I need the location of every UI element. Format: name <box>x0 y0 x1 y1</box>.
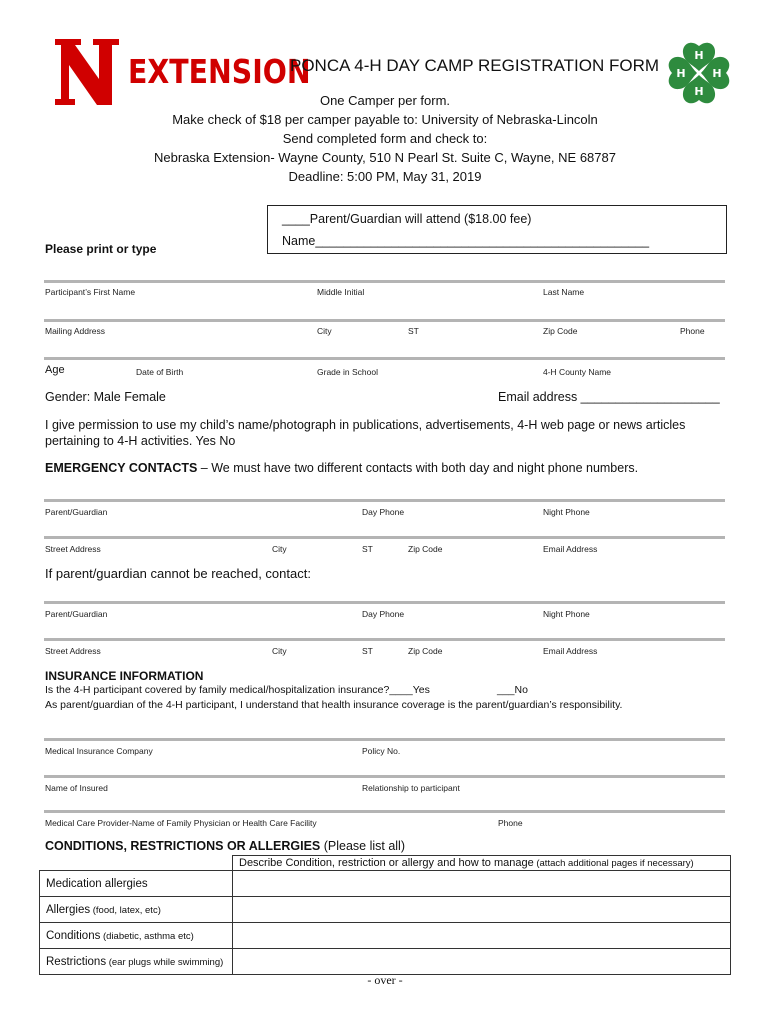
name-of-insured-label: Name of Insured <box>45 783 108 793</box>
mailing-address-label: Mailing Address <box>45 326 106 336</box>
first-name-label: Participant’s First Name <box>45 287 136 297</box>
describe-header <box>233 856 731 871</box>
condition-note: (ear plugs while swimming) <box>106 956 224 968</box>
field-line[interactable] <box>44 499 725 502</box>
field-line[interactable] <box>44 280 725 283</box>
provider-phone-label: Phone <box>498 818 523 828</box>
conditions-heading-bold: CONDITIONS, RESTRICTIONS OR ALLERGIES <box>45 839 321 853</box>
condition-note: (food, latex, etc) <box>90 904 161 916</box>
condition-label-text: Restrictions <box>46 955 107 968</box>
insurance-company-label: Medical Insurance Company <box>45 746 153 756</box>
medical-provider-label: Medical Care Provider-Name of Family Physician or Health Care Facility <box>45 818 317 828</box>
describe-header-note: (attach additional pages if necessary) <box>533 858 694 869</box>
zip-label: Zip Code <box>543 326 578 336</box>
city-label: City <box>272 544 287 554</box>
conditions-table <box>39 855 731 975</box>
field-line[interactable] <box>44 638 725 641</box>
age-label: Age <box>45 364 65 376</box>
street-address-label: Street Address <box>45 544 101 554</box>
instruction-line: Send completed form and check to: <box>282 131 488 146</box>
parent-guardian-label: Parent/Guardian <box>45 609 108 619</box>
print-note: Please print or type <box>45 242 157 256</box>
field-line[interactable] <box>44 319 725 322</box>
parent-attend-field[interactable]: ____Parent/Guardian will attend ($18.00 fee) <box>282 212 532 226</box>
state-label: ST <box>408 326 419 336</box>
middle-initial-label: Middle Initial <box>317 287 365 297</box>
zip-label: Zip Code <box>408 544 443 554</box>
state-label: ST <box>362 544 373 554</box>
email-address-label: Email Address <box>543 646 598 656</box>
dob-label: Date of Birth <box>136 367 184 377</box>
gender-field[interactable]: Gender: Male Female <box>45 390 166 404</box>
last-name-label: Last Name <box>543 287 585 297</box>
field-line[interactable] <box>44 601 725 604</box>
svg-text:H: H <box>694 49 704 62</box>
parent-name-field[interactable]: Name________________________________________________ <box>282 234 650 248</box>
state-label: ST <box>362 646 373 656</box>
instruction-line: Deadline: 5:00 PM, May 31, 2019 <box>288 169 482 184</box>
instruction-line: Nebraska Extension- Wayne County, 510 N Pearl St. Suite C, Wayne, NE 68787 <box>154 150 616 165</box>
svg-text:H: H <box>676 67 686 80</box>
form-title: PONCA 4-H DAY CAMP REGISTRATION FORM <box>290 56 660 75</box>
field-line[interactable] <box>44 738 725 741</box>
page-footer: - over - <box>367 973 403 987</box>
parent-guardian-label: Parent/Guardian <box>45 507 108 517</box>
night-phone-label: Night Phone <box>543 609 590 619</box>
condition-label-text: Allergies <box>46 903 91 916</box>
condition-note: (diabetic, asthma etc) <box>100 930 194 942</box>
email-address-label: Email Address <box>543 544 598 554</box>
condition-label-text: Medication allergies <box>46 877 148 890</box>
relationship-label: Relationship to participant <box>362 783 460 793</box>
alt-contact-heading: If parent/guardian cannot be reached, contact: <box>45 566 311 581</box>
day-phone-label: Day Phone <box>362 609 405 619</box>
condition-label <box>40 949 233 975</box>
conditions-heading-rest: (Please list all) <box>320 839 405 853</box>
field-line[interactable] <box>44 357 725 360</box>
street-address-label: Street Address <box>45 646 101 656</box>
emergency-heading <box>45 461 638 475</box>
insurance-heading: INSURANCE INFORMATION <box>45 669 204 683</box>
condition-input[interactable] <box>233 949 731 975</box>
condition-input[interactable] <box>233 897 731 923</box>
extension-logo-text: EXTENSION <box>128 52 311 91</box>
permission-text: I give permission to use my child’s name/photograph in publications, advertisements, 4-H web page or news articles <box>45 418 686 432</box>
emergency-heading-rest: – We must have two different contacts with both day and night phone numbers. <box>197 461 639 475</box>
svg-text:H: H <box>712 67 722 80</box>
email-field[interactable]: Email address ____________________ <box>498 390 720 404</box>
insurance-no-field[interactable]: ___No <box>497 684 528 696</box>
emergency-heading-bold: EMERGENCY CONTACTS <box>45 461 198 475</box>
zip-label: Zip Code <box>408 646 443 656</box>
grade-label: Grade in School <box>317 367 378 377</box>
field-line[interactable] <box>44 775 725 778</box>
phone-label: Phone <box>680 326 705 336</box>
permission-text[interactable]: pertaining to 4-H activities. Yes No <box>45 434 236 448</box>
policy-number-label: Policy No. <box>362 746 401 756</box>
city-label: City <box>272 646 287 656</box>
conditions-heading <box>45 839 405 853</box>
instruction-line: Make check of $18 per camper payable to: University of Nebraska-Lincoln <box>172 112 598 127</box>
day-phone-label: Day Phone <box>362 507 405 517</box>
night-phone-label: Night Phone <box>543 507 590 517</box>
condition-label-text: Conditions <box>46 929 101 942</box>
insurance-statement: As parent/guardian of the 4-H participant, I understand that health insurance coverage is the parent/guardian’s responsibility. <box>45 699 623 711</box>
table-corner <box>40 856 233 871</box>
condition-label <box>40 871 233 897</box>
insurance-question[interactable]: Is the 4-H participant covered by family medical/hospitalization insurance?____Yes <box>45 684 430 696</box>
field-line[interactable] <box>44 536 725 539</box>
condition-label <box>40 897 233 923</box>
city-label: City <box>317 326 332 336</box>
svg-text:H: H <box>694 85 704 98</box>
county-label: 4-H County Name <box>543 367 612 377</box>
instruction-line: One Camper per form. <box>319 93 451 108</box>
condition-input[interactable] <box>233 871 731 897</box>
condition-label <box>40 923 233 949</box>
describe-header-text: Describe Condition, restriction or allergy and how to manage <box>239 857 534 869</box>
field-line[interactable] <box>44 810 725 813</box>
condition-input[interactable] <box>233 923 731 949</box>
